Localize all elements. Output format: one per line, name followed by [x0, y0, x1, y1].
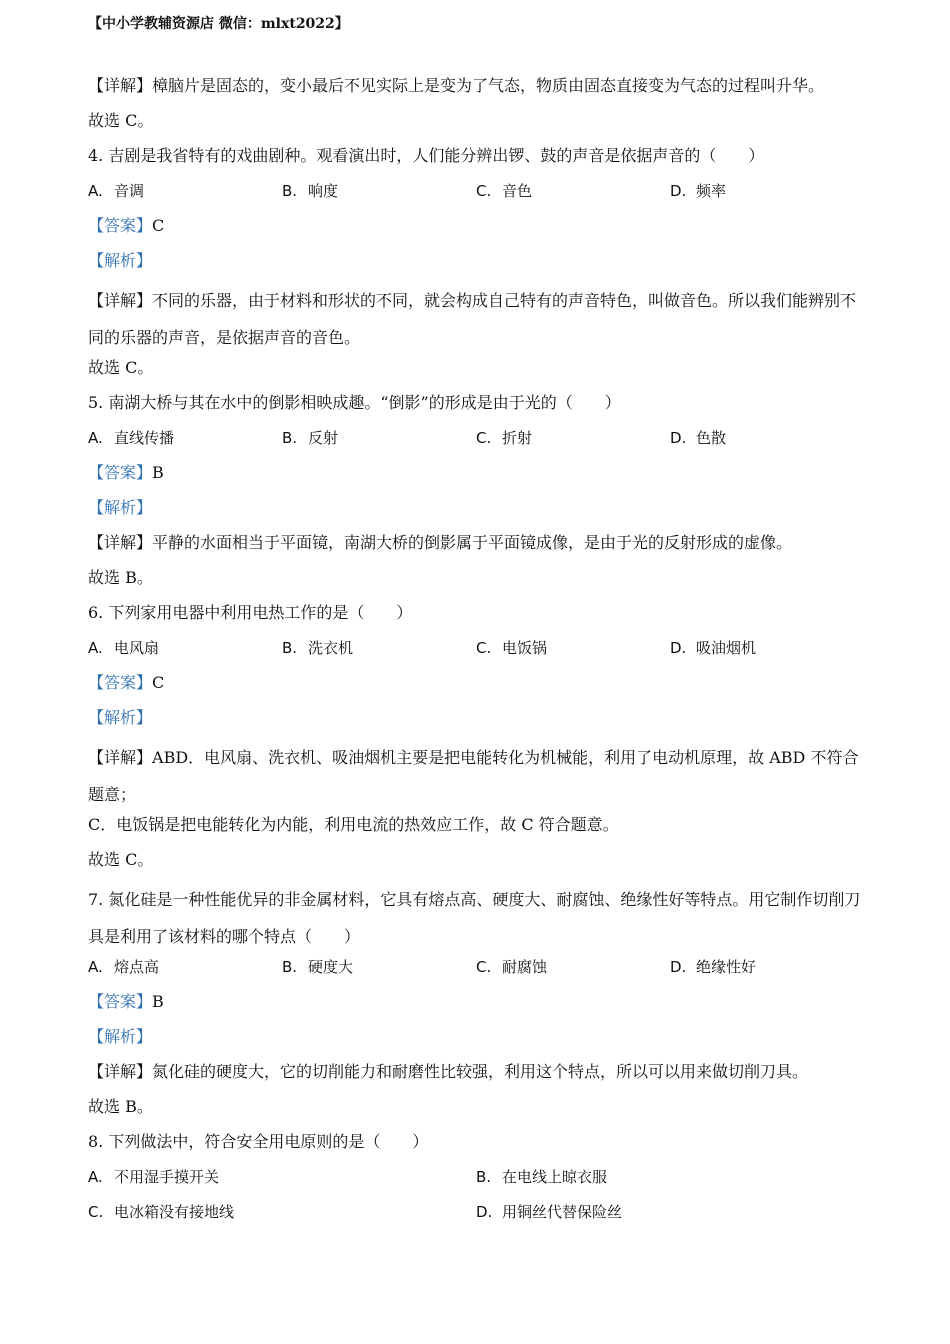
answer-value: C: [152, 673, 165, 692]
q7-analysis-label: 【解析】: [88, 1027, 153, 1046]
q6-answer: [88, 669, 864, 704]
q3-detail: [88, 72, 864, 107]
q8-options-row-2: [88, 1198, 864, 1233]
q8-options-row-1: [88, 1163, 864, 1198]
q4-answer: [88, 212, 864, 247]
q7-options: [88, 953, 864, 988]
q4-stem: 4. 吉剧是我省特有的戏曲剧种。观看演出时，人们能分辨出锣、鼓的声音是依据声音的（ ）: [88, 146, 765, 165]
option-b: B. 反射: [282, 429, 339, 447]
option-c: C. 电饭锅: [476, 639, 548, 657]
option-a: A. 电风扇: [88, 639, 160, 657]
option-c: C. 电冰箱没有接地线: [88, 1203, 235, 1221]
detail-label: 【详解】: [88, 291, 153, 310]
option-a: A. 熔点高: [88, 958, 160, 976]
detail-text: 不同的乐器，由于材料和形状的不同，就会构成自己特有的声音特色，叫做音色。所以我们能辨别不同的乐器的声音，是依据声音的音色。: [88, 291, 857, 347]
answer-value: B: [152, 992, 164, 1011]
option-b: B. 硬度大: [282, 958, 354, 976]
document-body: [88, 72, 864, 1233]
q7-conclusion: 故选 B。: [88, 1097, 153, 1116]
q7-stem: 7. 氮化硅是一种性能优异的非金属材料，它具有熔点高、硬度大、耐腐蚀、绝缘性好等特点。用它制作切削刀具是利用了该材料的哪个特点（ ）: [88, 890, 861, 946]
answer-label: 【答案】: [88, 992, 153, 1011]
q6-stem: 6. 下列家用电器中利用电热工作的是（ ）: [88, 603, 413, 622]
option-b: B. 洗衣机: [282, 639, 354, 657]
detail-label: 【详解】: [88, 748, 153, 767]
q5-detail: [88, 529, 864, 564]
option-c: C. 耐腐蚀: [476, 958, 548, 976]
q6-detail-2: C．电饭锅是把电能转化为内能，利用电流的热效应工作，故 C 符合题意。: [88, 815, 619, 834]
q6-conclusion: 故选 C。: [88, 850, 154, 869]
detail-text: 平静的水面相当于平面镜，南湖大桥的倒影属于平面镜成像，是由于光的反射形成的虚像。: [152, 533, 793, 552]
q5-analysis-label: 【解析】: [88, 498, 153, 517]
option-a: A. 直线传播: [88, 429, 175, 447]
answer-label: 【答案】: [88, 463, 153, 482]
q8-stem: 8. 下列做法中，符合安全用电原则的是（ ）: [88, 1132, 429, 1151]
q4-conclusion: 故选 C。: [88, 358, 154, 377]
q4-options: [88, 177, 864, 212]
q6-analysis-label: 【解析】: [88, 708, 153, 727]
q3-conclusion: 故选 C。: [88, 111, 154, 130]
detail-text: 氮化硅的硬度大，它的切削能力和耐磨性比较强，利用这个特点，所以可以用来做切削刀具。: [152, 1062, 809, 1081]
option-d: D. 用铜丝代替保险丝: [476, 1203, 623, 1221]
detail-label: 【详解】: [88, 533, 153, 552]
option-c: C. 折射: [476, 429, 533, 447]
q5-stem: 5. 南湖大桥与其在水中的倒影相映成趣。“倒影”的形成是由于光的（ ）: [88, 393, 621, 412]
page-header: 【中小学教辅资源店 微信：mlxt2022】: [88, 16, 349, 32]
q5-options: [88, 424, 864, 459]
q7-answer: [88, 988, 864, 1023]
q4-detail: [88, 282, 864, 354]
option-a: A. 不用湿手摸开关: [88, 1168, 220, 1186]
answer-label: 【答案】: [88, 216, 153, 235]
answer-value: C: [152, 216, 165, 235]
q6-options: [88, 634, 864, 669]
option-c: C. 音色: [476, 182, 533, 200]
option-b: B. 在电线上晾衣服: [476, 1168, 608, 1186]
option-d: D. 绝缘性好: [670, 958, 757, 976]
detail-label: 【详解】: [88, 1062, 153, 1081]
detail-text: ABD．电风扇、洗衣机、吸油烟机主要是把电能转化为机械能，利用了电动机原理，故 ABD 不符合题意；: [88, 748, 859, 804]
option-d: D. 频率: [670, 182, 727, 200]
q5-conclusion: 故选 B。: [88, 568, 153, 587]
answer-label: 【答案】: [88, 673, 153, 692]
q6-detail: [88, 739, 864, 811]
option-d: D. 色散: [670, 429, 727, 447]
option-d: D. 吸油烟机: [670, 639, 757, 657]
q4-analysis-label: 【解析】: [88, 251, 153, 270]
detail-label: 【详解】: [88, 76, 153, 95]
q5-answer: [88, 459, 864, 494]
q7-detail: [88, 1058, 864, 1093]
option-b: B. 响度: [282, 182, 339, 200]
answer-value: B: [152, 463, 164, 482]
option-a: A. 音调: [88, 182, 145, 200]
detail-text: 樟脑片是固态的，变小最后不见实际上是变为了气态，物质由固态直接变为气态的过程叫升华。: [152, 76, 825, 95]
